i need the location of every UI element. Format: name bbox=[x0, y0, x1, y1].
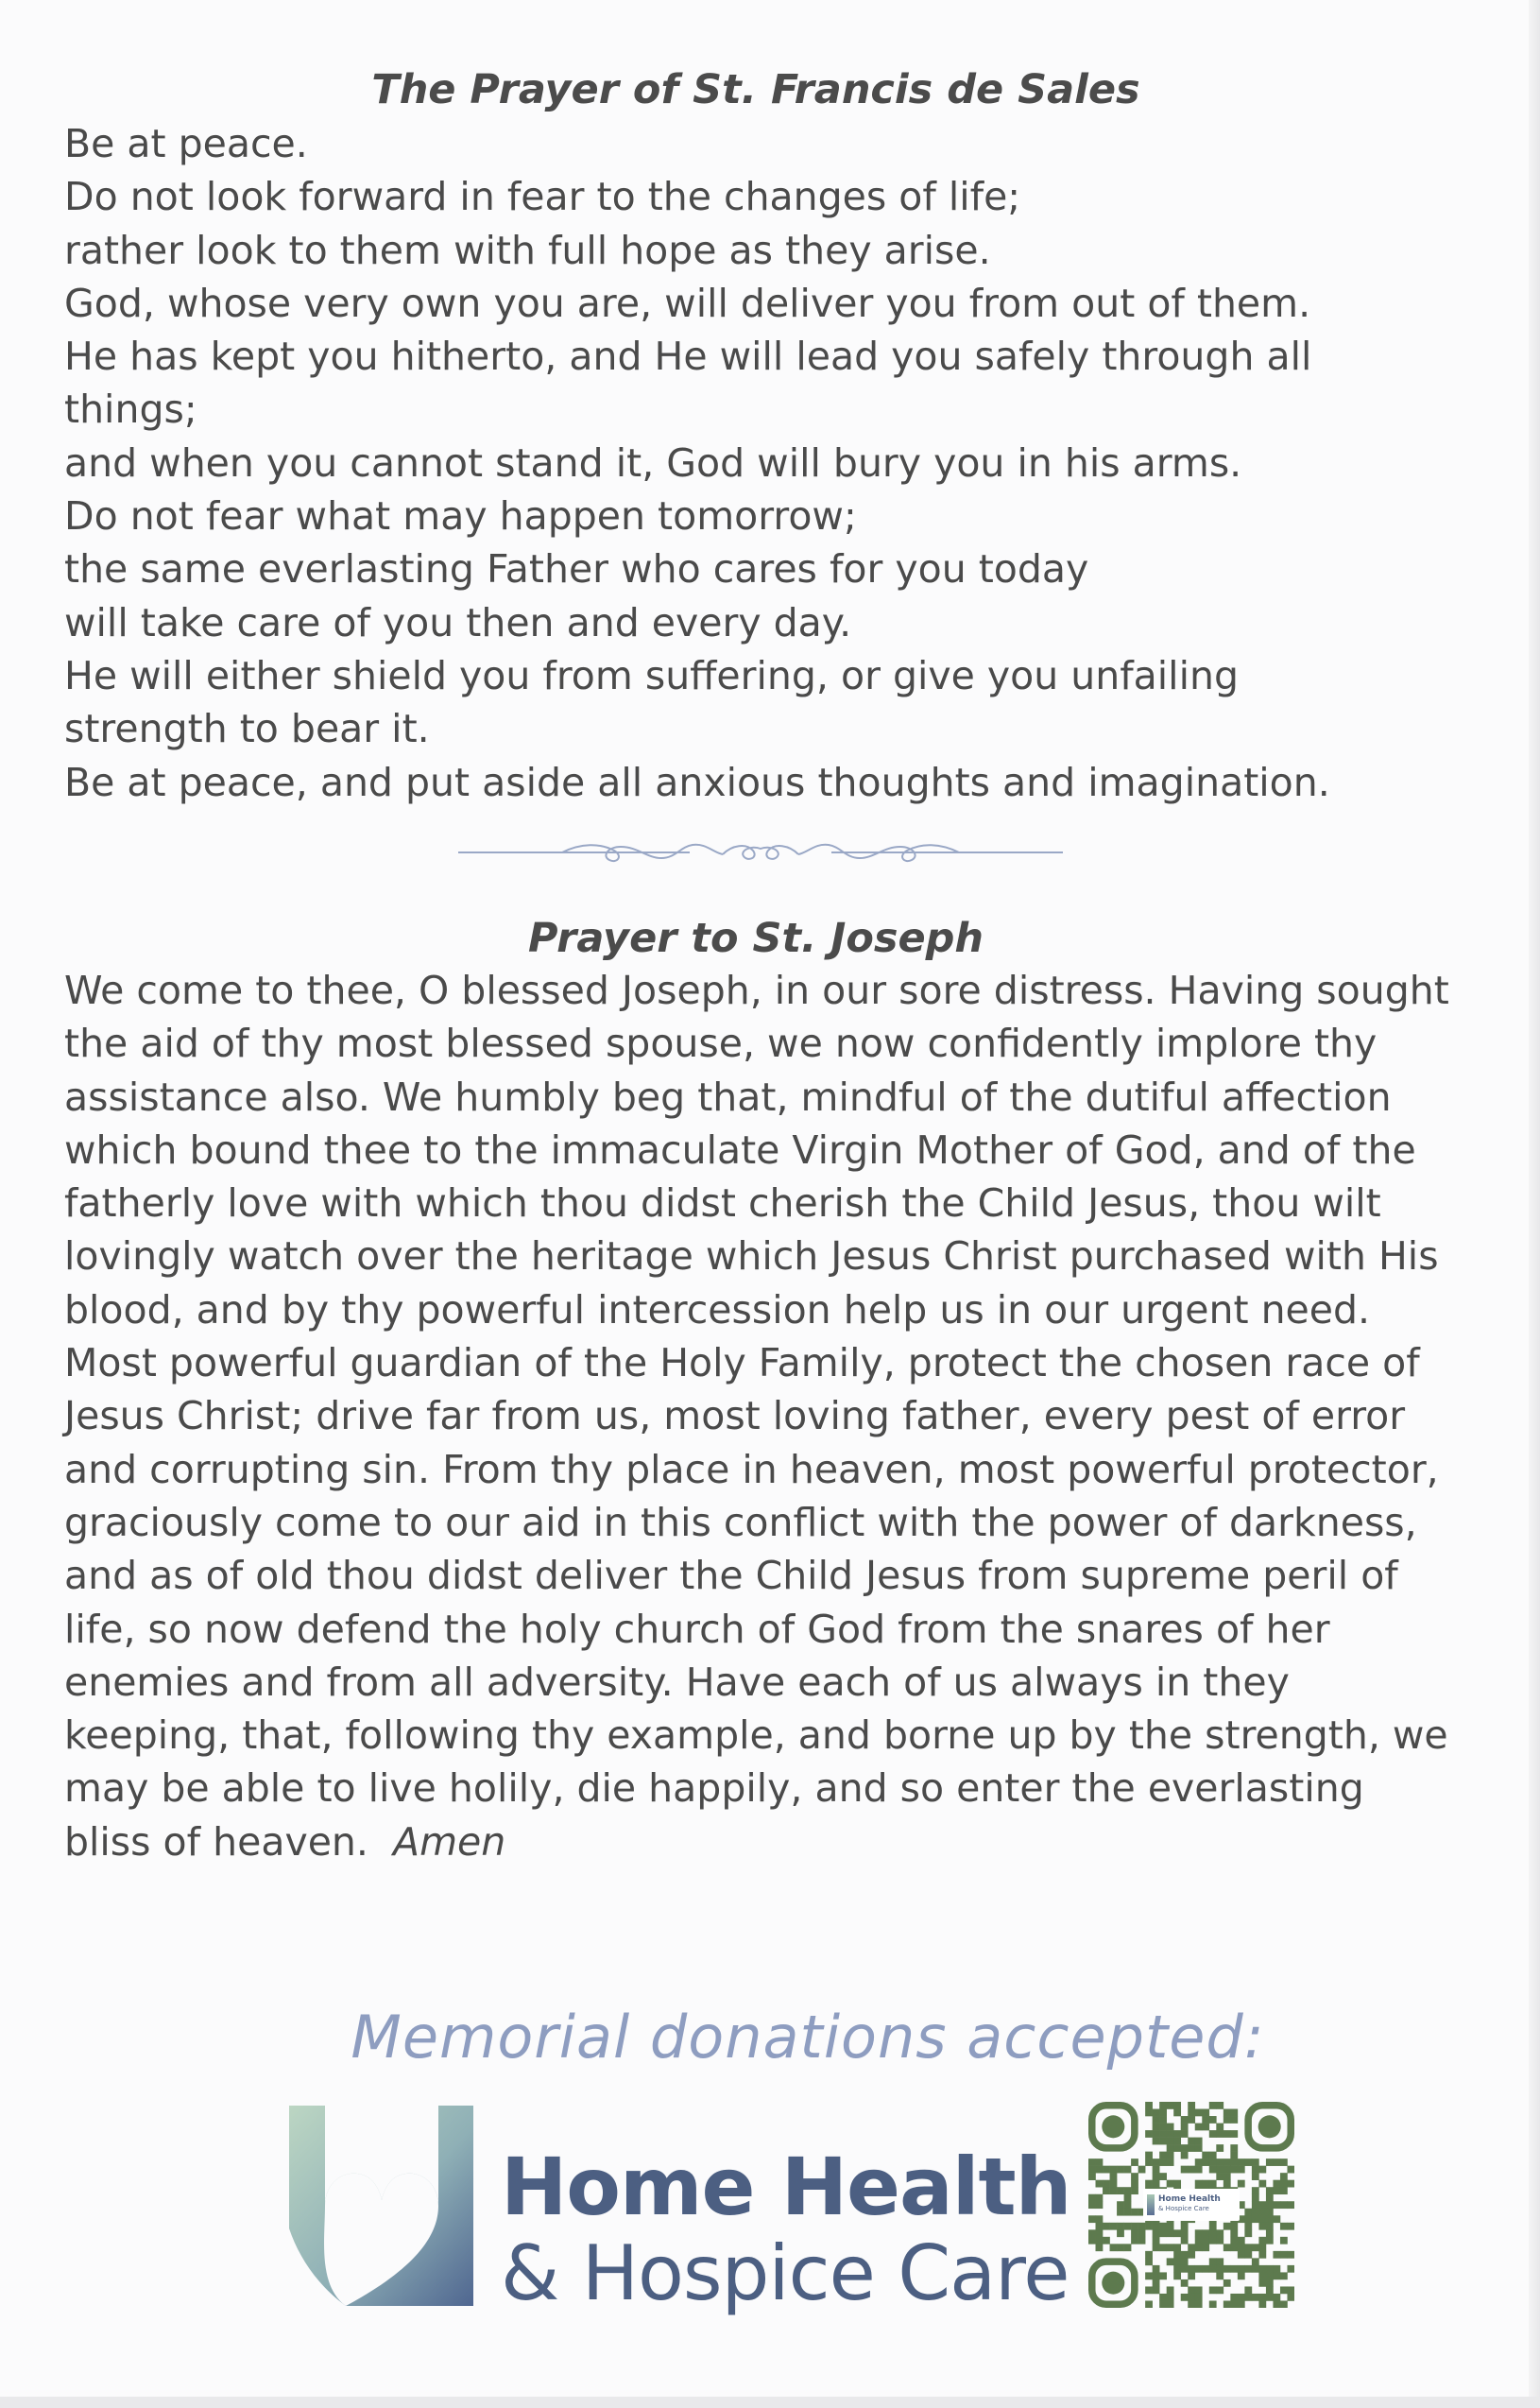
prayer-line: things; bbox=[64, 387, 197, 433]
qr-logo-subtext: & Hospice Care bbox=[1158, 2205, 1209, 2212]
flourish-divider bbox=[458, 834, 1063, 871]
prayer-line: Do not fear what may happen tomorrow; bbox=[64, 493, 857, 540]
heart-logo-icon bbox=[289, 2106, 473, 2306]
logo-text-line2: & Hospice Care bbox=[501, 2229, 1069, 2317]
prayer-line: Be at peace. bbox=[64, 121, 308, 166]
prayer-line: He has kept you hitherto, and He will lead you safely through all bbox=[64, 334, 1312, 380]
prayer-line: God, whose very own you are, will deliver you from out of them. bbox=[64, 280, 1311, 326]
qr-center-logo bbox=[1143, 2189, 1240, 2221]
logo-text-line1: Home Health bbox=[501, 2141, 1071, 2233]
prayer-line: rather look to them with full hope as they arise. bbox=[64, 227, 991, 273]
prayer-title-st-francis: The Prayer of St. Francis de Sales bbox=[371, 66, 1140, 113]
prayer-title-st-joseph: Prayer to St. Joseph bbox=[527, 915, 984, 962]
qr-logo-icon bbox=[1147, 2194, 1155, 2215]
prayer-st-francis-text bbox=[64, 117, 1500, 809]
prayer-line: Do not look forward in fear to the changes of life; bbox=[64, 174, 1021, 220]
prayer-st-joseph-text bbox=[64, 964, 1463, 1868]
prayer-line: and when you cannot stand it, God will bury you in his arms. bbox=[64, 439, 1242, 486]
donations-heading: Memorial donations accepted: bbox=[351, 2003, 1265, 2072]
page-edge-right bbox=[1529, 0, 1540, 2408]
prayer-line: will take care of you then and every day. bbox=[64, 599, 852, 645]
qr-logo-text: Home Health bbox=[1158, 2194, 1221, 2204]
page-edge-bottom bbox=[0, 2397, 1540, 2408]
prayer-line: strength to bear it. bbox=[64, 706, 430, 752]
prayer-line: He will either shield you from suffering, or give you unfailing bbox=[64, 652, 1239, 698]
prayer-closing: Amen bbox=[393, 1818, 506, 1865]
prayer-line: Be at peace, and put aside all anxious thoughts and imagination. bbox=[64, 759, 1330, 805]
prayer-line: the same everlasting Father who cares for you today bbox=[64, 546, 1089, 593]
prayer-body: We come to thee, O blessed Joseph, in our sore distress. Having sought the aid of thy most blessed spouse, we now confidently implore thy assistance also. We humbly beg that, mindful of the dutiful affection which bound thee to the immaculate Virgin Mother of God, and of the fatherly love with which thou didst cherish the Child Jesus, thou wilt lovingly watch over the heritage which Jesus Christ purchased with His blood, and by thy powerful intercession help us in our urgent need. Most powerful guardian of the Holy Family, protect the chosen race of Jesus Christ; drive far from us, most loving father, every pest of error and corrupting sin. From thy place in heaven, most powerful protector, graciously come to our aid in this conflict with the power of darkness, and as of old thou didst deliver the Child Jesus from supreme peril of life, so now defend the holy church of God from the snares of her enemies and from all adversity. Have each of us always in they keeping, that, following thy example, and borne up by the strength, we may be able to live holily, die happily, and so enter the everlasting bliss of heaven. bbox=[64, 968, 1449, 1865]
